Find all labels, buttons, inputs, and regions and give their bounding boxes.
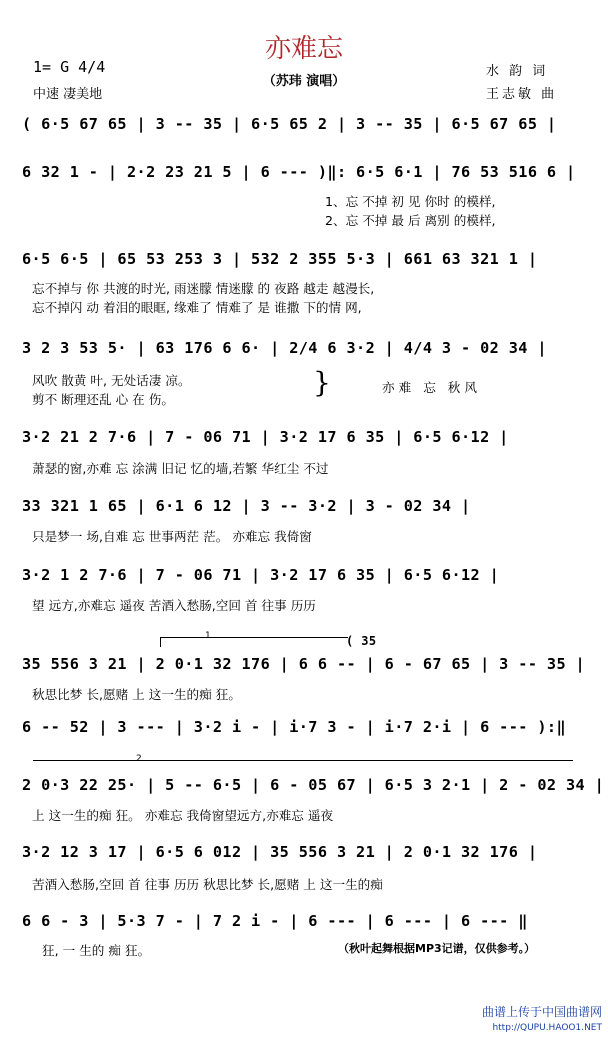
- score-row-7-notes: 3·2 1 2 7·6 | 7 - 06 71 | 3·2 17 6 35 | 6·5 6·12 |: [22, 566, 500, 584]
- score-row-3-lyric-1: 忘不掉与 你 共渡的时光, 雨迷朦 情迷朦 的 夜路 越走 越漫长,: [32, 281, 375, 296]
- score-row-8-notes: 35 556 3 21 | 2 0·1 32 176 | 6 6 -- | 6 - 67 65 | 3 -- 35 |: [22, 655, 586, 673]
- score-row-2-notes: 6 32 1 - | 2·2 23 21 5 | 6 --- )‖: 6·5 6·1 | 76 53 516 6 |: [22, 163, 576, 181]
- footer-watermark-line2: http://QUPU.HAOO1.NET: [492, 1023, 602, 1033]
- score-row-1-notes: ( 6·5 67 65 | 3 -- 35 | 6·5 65 2 | 3 -- 35 | 6·5 67 65 |: [22, 115, 557, 133]
- score-row-4-lyric-2: 剪不 断理还乱 心 在 伤。: [32, 392, 174, 407]
- key-signature: 1= G 4/4: [33, 58, 106, 76]
- composer-credit: 王志敏 曲: [486, 87, 558, 102]
- score-row-6-lyric-1: 只是梦一 场,自难 忘 世事两茫 茫。 亦难忘 我倚窗: [32, 529, 312, 544]
- score-row-2-lyric-1: 1、忘 不掉 初 见 你时 的模样,: [325, 194, 496, 209]
- score-row-4-side-lyric: 亦难 忘 秋风: [382, 380, 481, 395]
- score-row-4-notes: 3 2 3 53 5· | 63 176 6 6· | 2/4 6 3·2 | 4/4 3 - 02 34 |: [22, 339, 547, 357]
- lyricist-credit: 水 韵 词: [486, 64, 549, 79]
- lyric-brace: }: [313, 366, 331, 399]
- volta-2-number: 2: [136, 754, 142, 764]
- tempo-marking: 中速 凄美地: [33, 87, 103, 102]
- song-subtitle: （苏玮 演唱）: [262, 74, 346, 89]
- volta-1-bracket: [160, 637, 348, 638]
- footer-watermark-line1: 曲谱上传于中国曲谱网: [481, 1005, 602, 1019]
- score-row-8-pickup: ( 35: [346, 634, 377, 648]
- score-row-5-lyric-1: 萧瑟的窗,亦难 忘 涂满 旧记 忆的墙,若繁 华红尘 不过: [32, 461, 329, 476]
- score-row-3-notes: 6·5 6·5 | 65 53 253 3 | 532 2 355 5·3 | 661 63 321 1 |: [22, 250, 538, 268]
- score-row-6-notes: 33 321 1 65 | 6·1 6 12 | 3 -- 3·2 | 3 - 02 34 |: [22, 497, 471, 515]
- score-row-5-notes: 3·2 21 2 7·6 | 7 - 06 71 | 3·2 17 6 35 | 6·5 6·12 |: [22, 428, 509, 446]
- score-row-4-lyric-1: 风吹 散黄 叶, 无处话凄 凉。: [32, 373, 191, 388]
- volta-1-tick: [160, 637, 161, 647]
- transcription-note: （秋叶起舞根据MP3记谱，仅供参考。）: [338, 942, 536, 955]
- song-title: 亦难忘: [264, 34, 343, 64]
- score-row-12-notes: 6 6 - 3 | 5·3 7 - | 7 2 i - | 6 --- | 6 --- | 6 --- ‖: [22, 912, 528, 930]
- volta-2-bracket: [33, 760, 573, 761]
- score-row-2-lyric-2: 2、忘 不掉 最 后 离别 的模样,: [325, 213, 496, 228]
- volta-1-number: 1: [205, 631, 211, 641]
- score-row-11-notes: 3·2 12 3 17 | 6·5 6 012 | 35 556 3 21 | 2 0·1 32 176 |: [22, 843, 538, 861]
- score-row-9-notes: 6 -- 52 | 3 --- | 3·2 i - | i·7 3 - | i·7 2·i | 6 --- ):‖: [22, 718, 566, 736]
- score-row-11-lyric-1: 苦酒入愁肠,空回 首 往事 历历 秋思比梦 长,愿赌 上 这一生的痴: [32, 877, 383, 892]
- score-row-10-lyric-1: 上 这一生的痴 狂。 亦难忘 我倚窗望远方,亦难忘 遥夜: [32, 808, 334, 823]
- score-row-7-lyric-1: 望 远方,亦难忘 遥夜 苦酒入愁肠,空回 首 往事 历历: [32, 598, 316, 613]
- score-row-12-lyric-1: 狂, 一 生的 痴 狂。: [42, 943, 151, 958]
- score-row-3-lyric-2: 忘不掉闪 动 着泪的眼眶, 缘难了 情难了 是 谁撒 下的情 网,: [32, 300, 362, 315]
- score-row-8-lyric-1: 秋思比梦 长,愿赌 上 这一生的痴 狂。: [32, 687, 241, 702]
- score-row-10-notes: 2 0·3 22 25· | 5 -- 6·5 | 6 - 05 67 | 6·5 3 2·1 | 2 - 02 34 |: [22, 776, 605, 794]
